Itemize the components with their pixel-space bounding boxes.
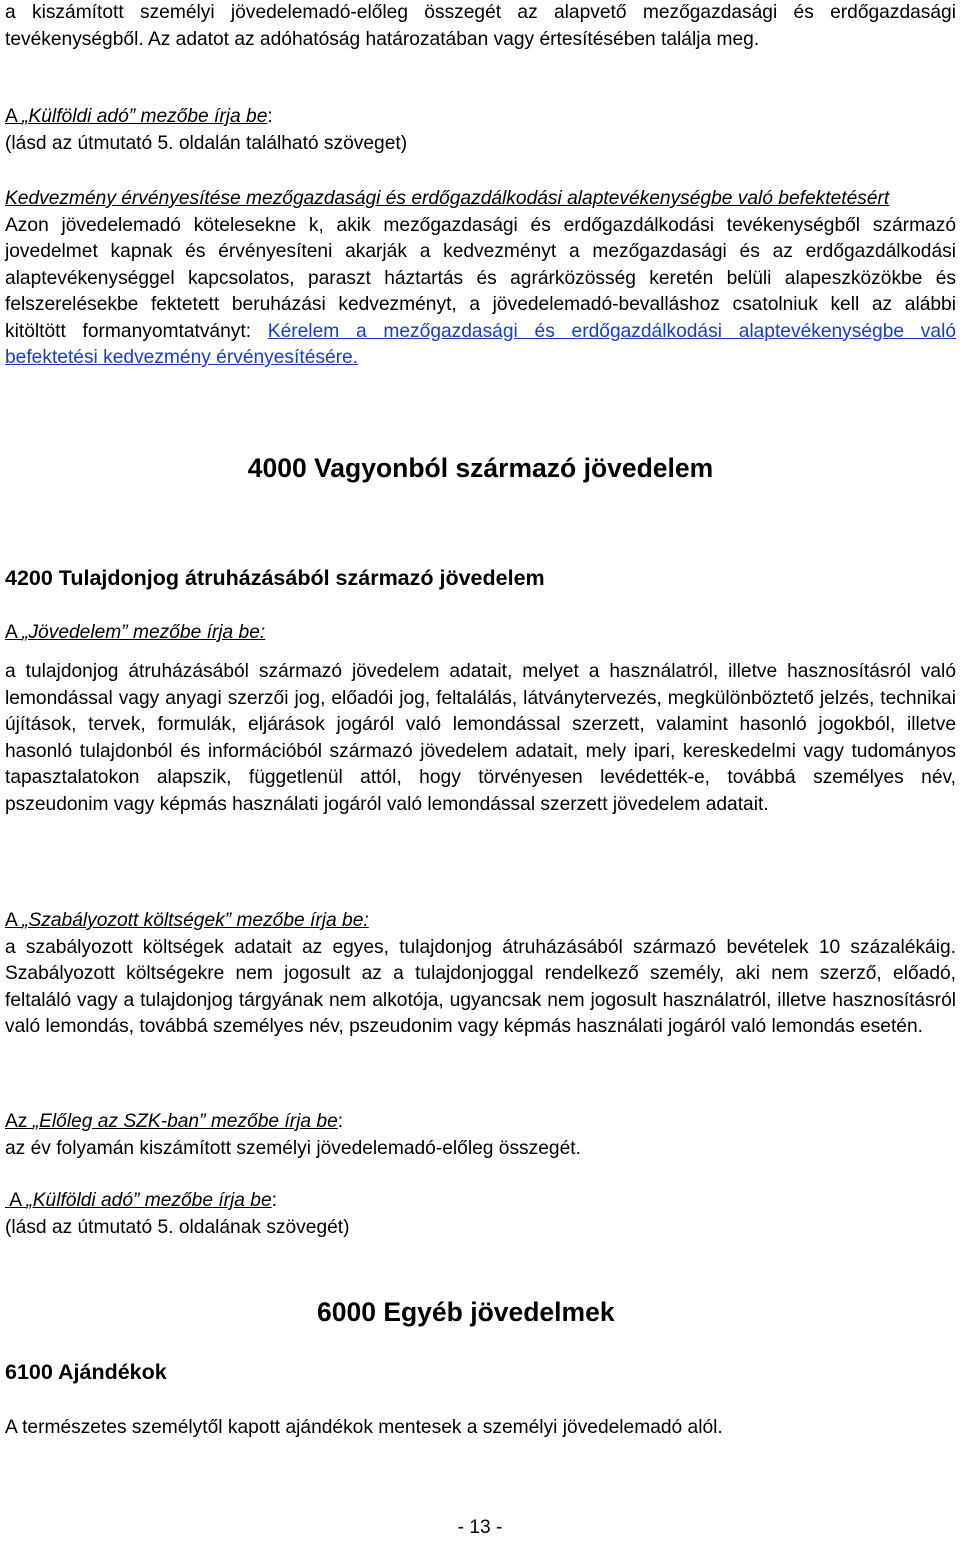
- section-4000-title: 4000 Vagyonból származó jövedelem: [247, 453, 714, 483]
- kerelem-link[interactable]: Kérelem a mezőgazdasági és erdőgazdálkodási alaptevékenységbe való befektetési kedvezmény érvényesítésére.: [5, 320, 957, 368]
- eloleg-paragraph: a kiszámított személyi jövedelemadó-előleg összegét az alapvető mezőgazdasági és erdőgazdasági tevékenységből. Az adatot az adóhatóság határozatában vagy értesítésében találja meg.: [5, 2, 956, 50]
- section-6100-title: 6100 Ajándékok: [5, 1360, 167, 1384]
- eloleg-szk-text: az év folyamán kiszámított személyi jövedelemadó-előleg összegét.: [5, 1137, 581, 1159]
- kulfoldi-ado-label: A „Külföldi adó” mezőbe írja be:: [5, 106, 273, 127]
- kedvezmeny-paragraph: Azon jövedelemadó kötelesekne k, akik mezőgazdasági és erdőgazdálkodási tevékenységből származó jovedelmet kapnak és érvényesíteni akarják a kedvezményt a mezőgazdasági és az erdőgazdálkodási alaptevékenységgel kapcsolatos, paraszt háztartás és agrárközösség keretén belüli alapeszközökbe és felszerelésekbe fektetett beruházási kedvezményt, a jövedelemadó-bevalláshoz csatolniuk kell az alábbi kitöltött formanyomtatványt: Kérelem a mezőgazdasági és erdőgazdálkodási alaptevékenységbe való befektetési kedvezmény érvényesítésére.: [5, 214, 957, 368]
- section-4200-title: 4200 Tulajdonjog átruházásából származó jövedelem: [5, 566, 545, 590]
- szabalyozott-koltsegek-paragraph: a szabályozott költségek adatait az egyes, tulajdonjog átruházásából származó bevételek 10 százalékáig. Szabályozott költségekre nem jogosult az a tulajdonjoggal rendelkező személy, aki nem szerző, előadó, feltaláló vagy a tulajdonjog tárgyának nem alkotója, ugyancsak nem jogosult használatról, illetve hasznosításról való lemondás, továbbá személyes név, pszeudonim vagy képmás használati jogáról való lemondás esetén.: [5, 936, 956, 1037]
- kulfoldi-ado-block-1: [5, 104, 956, 157]
- section-6000-title: 6000 Egyéb jövedelmek: [317, 1297, 615, 1327]
- eloleg-szk-block: [5, 1109, 956, 1162]
- kulfoldi-ado-text: (lásd az útmutató 5. oldalán található szöveget): [5, 132, 408, 154]
- kulfoldi-ado-block-2: [5, 1188, 956, 1241]
- ajandekok-paragraph: A természetes személytől kapott ajándékok mentesek a személyi jövedelemadó alól.: [5, 1417, 723, 1438]
- szabalyozott-koltsegek-block: [5, 908, 956, 1041]
- jovedelem-paragraph: a tulajdonjog átruházásából származó jövedelem adatait, melyet a használatról, illetve hasznosításról való lemondással vagy anyagi szerzői jog, előadói jog, feltalálás, látványtervezés, megkülönböztető jelzés, technikai újítások, tervek, formulák, eljárások jogáról való lemondással szerzett, valamint hasonló jogokból, illetve hasonló tulajdonból és információból származó jövedelem adatait, mely ipari, kereskedelmi vagy tudományos tapasztalatokon alapszik, függetlenül attól, hogy törvényesen levédették-e, továbbá személyes név, pszeudonim vagy képmás használati jogáról való lemondással szerzett jövedelem adatait.: [5, 661, 956, 815]
- jovedelem-label: A „Jövedelem” mezőbe írja be:: [5, 622, 266, 643]
- szabalyozott-koltsegek-label: A „Szabályozott költségek” mezőbe írja be:: [5, 910, 369, 931]
- kedvezmeny-block: [5, 186, 956, 372]
- eloleg-szk-label: Az „Előleg az SZK-ban” mezőbe írja be:: [5, 1111, 344, 1132]
- kedvezmeny-heading: Kedvezmény érvényesítése mezőgazdasági és erdőgazdálkodási alaptevékenységbe való befektetésért: [5, 188, 890, 209]
- kulfoldi-ado-text-2: (lásd az útmutató 5. oldalának szövegét): [5, 1216, 350, 1238]
- kulfoldi-ado-label-2: A „Külföldi adó” mezőbe írja be:: [5, 1190, 277, 1211]
- page-number: - 13 -: [457, 1517, 503, 1538]
